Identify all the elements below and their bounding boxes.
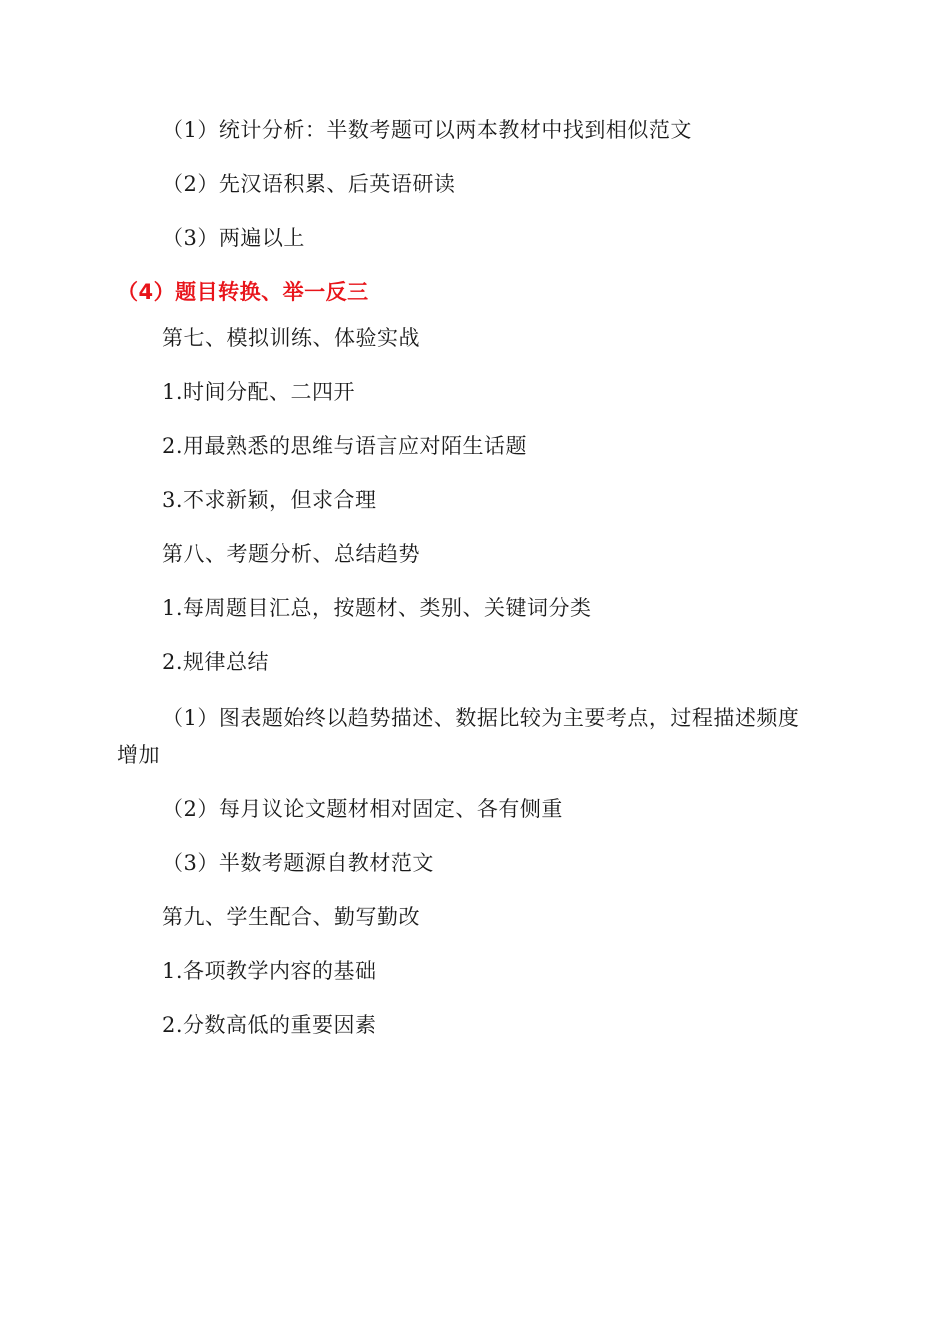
red-subheading: （4）题目转换、举一反三 [117, 280, 369, 304]
paragraph-line: （1）统计分析：半数考题可以两本教材中找到相似范文 [162, 118, 692, 142]
paragraph-line: 1.每周题目汇总，按题材、类别、关键词分类 [162, 596, 592, 620]
paragraph-line: 2.规律总结 [162, 650, 270, 674]
paragraph-line: 2.分数高低的重要因素 [162, 1013, 377, 1037]
paragraph-line: （2）每月议论文题材相对固定、各有侧重 [162, 797, 563, 821]
paragraph-line: 1.各项教学内容的基础 [162, 959, 377, 983]
section-heading: 第九、学生配合、勤写勤改 [162, 905, 420, 929]
paragraph-line: （1）图表题始终以趋势描述、数据比较为主要考点，过程描述频度 [162, 706, 800, 730]
section-heading: 第七、模拟训练、体验实战 [162, 326, 420, 350]
paragraph-line: （3）半数考题源自教材范文 [162, 851, 434, 875]
section-heading: 第八、考题分析、总结趋势 [162, 542, 420, 566]
paragraph-line: （3）两遍以上 [162, 226, 305, 250]
paragraph-line-continuation: 增加 [117, 743, 160, 767]
paragraph-line: 2.用最熟悉的思维与语言应对陌生话题 [162, 434, 528, 458]
paragraph-line: 3.不求新颖，但求合理 [162, 488, 377, 512]
paragraph-line: （2）先汉语积累、后英语研读 [162, 172, 456, 196]
paragraph-line: 1.时间分配、二四开 [162, 380, 356, 404]
